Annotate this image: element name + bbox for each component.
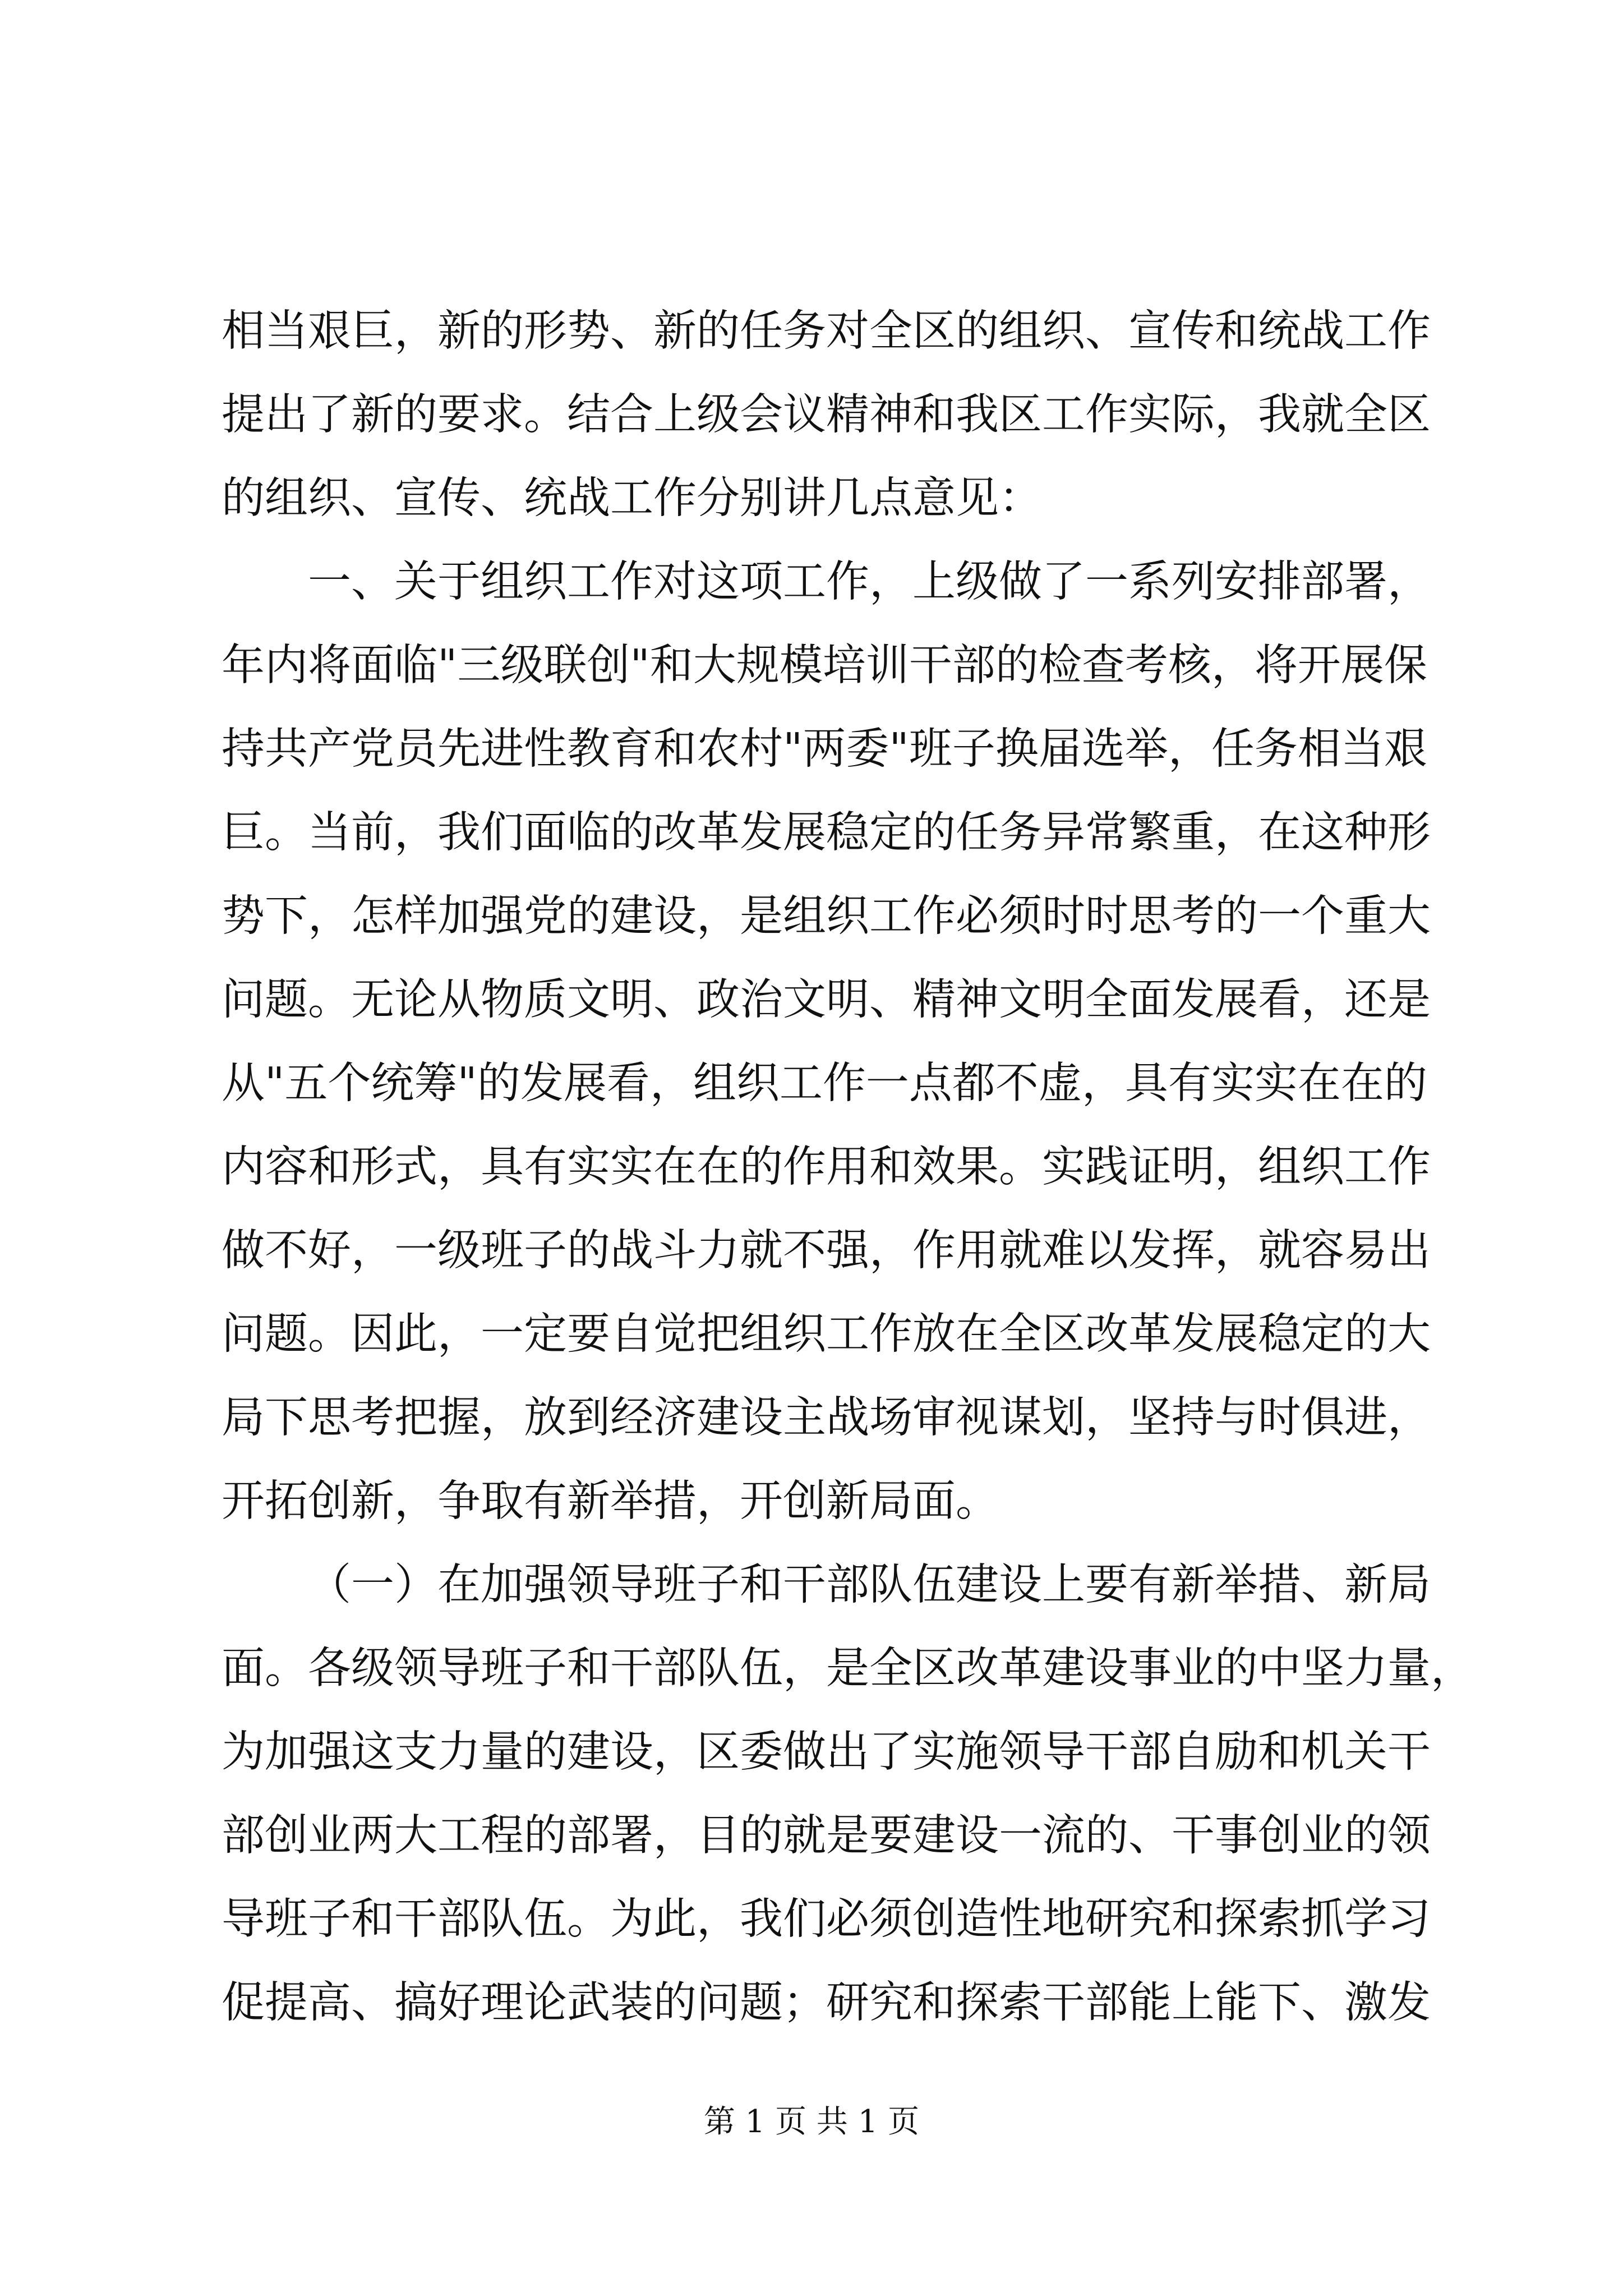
text-line: 开拓创新，争取有新举措，开创新局面。 — [222, 1476, 999, 1526]
document-body — [222, 289, 1474, 2045]
text-line: 做不好，一级班子的战斗力就不强，作用就难以发挥，就容易出 — [222, 1226, 1431, 1276]
text-line: 问题。因此，一定要自觉把组织工作放在全区改革发展稳定的大 — [222, 1309, 1431, 1359]
text-line: 部创业两大工程的部署，目的就是要建设一流的、干事创业的领 — [222, 1811, 1431, 1861]
text-line: 势下，怎样加强党的建设，是组织工作必须时时思考的一个重大 — [222, 891, 1431, 941]
text-line: 促提高、搞好理论武装的问题；研究和探索干部能上能下、激发 — [222, 1978, 1431, 2028]
text-line: 从"五个统筹"的发展看，组织工作一点都不虚，具有实实在在的 — [222, 1059, 1427, 1108]
paragraph-heading-line: 一、关于组织工作对这项工作，上级做了一系列安排部署， — [308, 557, 1431, 607]
text-line: 相当艰巨，新的形势、新的任务对全区的组织、宣传和统战工作 — [222, 306, 1431, 356]
subsection-heading-line: （一）在加强领导班子和干部队伍建设上要有新举措、新局 — [308, 1560, 1431, 1610]
text-line: 问题。无论从物质文明、政治文明、精神文明全面发展看，还是 — [222, 975, 1431, 1025]
page-number-footer: 第 1 页 共 1 页 — [703, 2104, 920, 2140]
text-line: 面。各级领导班子和干部队伍，是全区改革建设事业的中坚力量， — [222, 1644, 1474, 1694]
text-line: 年内将面临"三级联创"和大规模培训干部的检查考核，将开展保 — [222, 641, 1427, 691]
text-line: 局下思考把握，放到经济建设主战场审视谋划，坚持与时俱进， — [222, 1393, 1431, 1443]
text-line: 提出了新的要求。结合上级会议精神和我区工作实际，我就全区 — [222, 390, 1431, 440]
text-line: 持共产党员先进性教育和农村"两委"班子换届选举，任务相当艰 — [222, 724, 1427, 774]
text-line: 导班子和干部队伍。为此，我们必须创造性地研究和探索抓学习 — [222, 1894, 1431, 1944]
text-line: 内容和形式，具有实实在在的作用和效果。实践证明，组织工作 — [222, 1142, 1431, 1192]
text-line: 巨。当前，我们面临的改革发展稳定的任务异常繁重，在这种形 — [222, 808, 1431, 858]
text-line: 为加强这支力量的建设，区委做出了实施领导干部自励和机关干 — [222, 1727, 1431, 1777]
text-line: 的组织、宣传、统战工作分别讲几点意见： — [222, 473, 1042, 523]
